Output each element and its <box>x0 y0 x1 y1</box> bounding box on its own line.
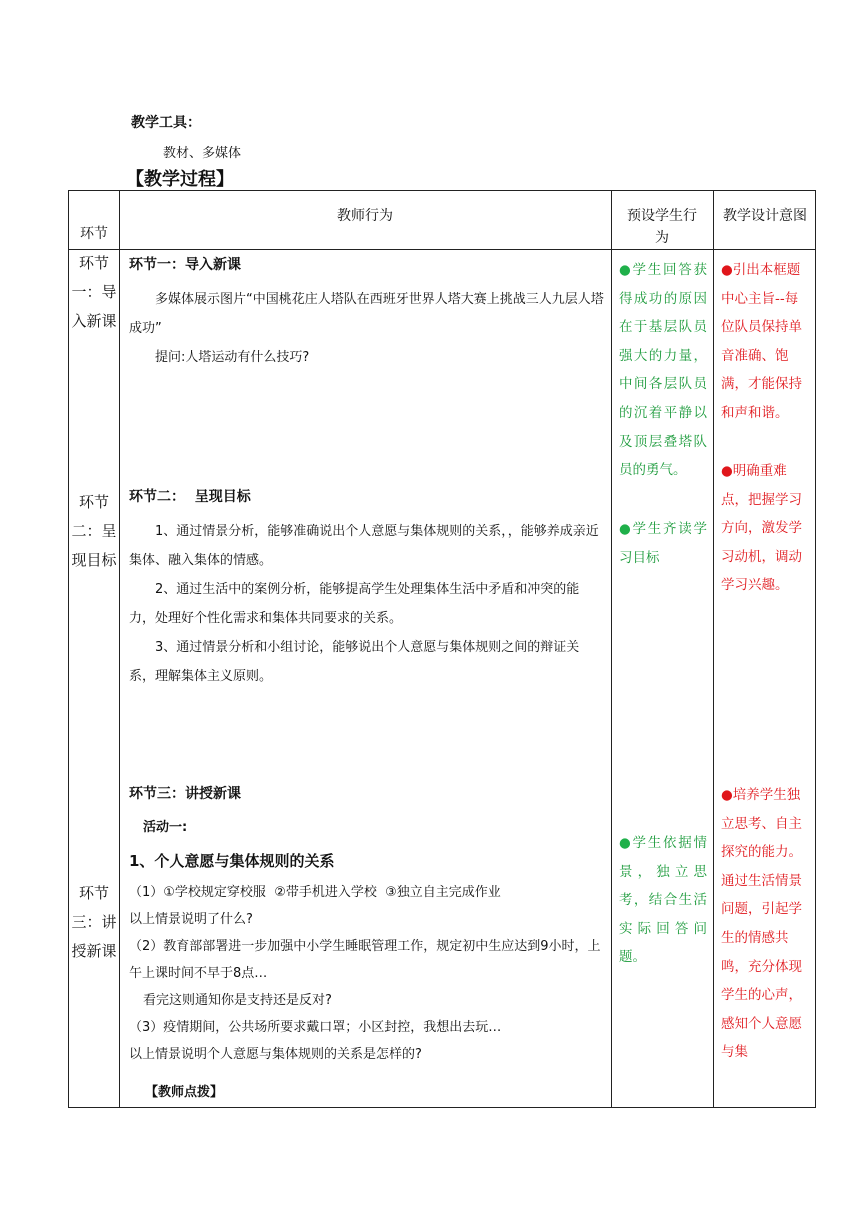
header-design: 教学设计意图 <box>723 208 807 224</box>
student-response-2 <box>619 515 707 572</box>
section3-heading: 1、个人意愿与集体规则的关系 <box>129 852 335 870</box>
stage-3-label: 环节三：讲授新课 <box>71 884 117 960</box>
process-title: 【教学过程】 <box>126 169 234 190</box>
student-response-2-text: 学生齐读学习目标 <box>619 521 708 566</box>
header-stage: 环节 <box>80 226 108 242</box>
section1-question: 提问:人塔运动有什么技巧? <box>155 350 310 365</box>
goal-3: 3、通过情景分析和小组讨论，能够说出个人意愿与集体规则之间的辩证关系，理解集体主义原则。 <box>129 640 580 684</box>
scenario-2-question: 看完这则通知你是支持还是反对? <box>143 993 332 1008</box>
green-bullet-icon: ● <box>619 521 633 537</box>
col-divider <box>611 191 612 1107</box>
teacher-tip-label: 【教师点拨】 <box>145 1085 224 1100</box>
design-intent-2 <box>721 457 807 600</box>
header-divider <box>69 249 815 250</box>
green-bullet-icon: ● <box>619 835 633 851</box>
tools-value: 教材、多媒体 <box>163 146 242 161</box>
student-response-1-text: 学生回答获得成功的原因在于基层队员强大的力量，中间各层队员的沉着平静以及顶层叠塔队员的勇气。 <box>619 262 708 479</box>
col-divider <box>713 191 714 1107</box>
student-response-1 <box>619 256 707 485</box>
section1-paragraph: 多媒体展示图片“中国桃花庄人塔队在西班牙世界人塔大赛上挑战三人九层人塔成功” <box>129 292 604 336</box>
stage-1-label: 环节一：导入新课 <box>71 254 117 330</box>
design-intent-2-text: 明确重难点，把握学习方向，激发学习动机，调动学习兴趣。 <box>721 463 802 594</box>
scenario-2: （2）教育部部署进一步加强中小学生睡眠管理工作，规定初中生应达到9小时，上午上课时间不早于8点… <box>129 939 601 981</box>
section2-title: 环节二： 呈现目标 <box>129 489 251 505</box>
green-bullet-icon: ● <box>619 262 633 278</box>
teaching-process-table <box>68 190 816 1108</box>
section1-title: 环节一：导入新课 <box>129 257 241 273</box>
scenario-1: （1）①学校规定穿校服 ②带手机进入学校 ③独立自主完成作业 <box>129 885 501 900</box>
red-bullet-icon: ● <box>721 787 733 803</box>
activity-label: 活动一: <box>143 820 188 835</box>
goal-2: 2、通过生活中的案例分析，能够提高学生处理集体生活中矛盾和冲突的能力，处理好个性化需求和集体共同要求的关系。 <box>129 582 580 626</box>
header-student: 预设学生行为 <box>627 208 697 246</box>
red-bullet-icon: ● <box>721 463 733 479</box>
red-bullet-icon: ● <box>721 262 733 278</box>
design-intent-1-text: 引出本框题中心主旨--每位队员保持单音准确、饱满，才能保持和声和谐。 <box>721 262 802 421</box>
tools-title: 教学工具： <box>131 115 201 131</box>
student-response-3-text: 学生依据情景，独立思考，结合生活实际回答问题。 <box>619 835 708 966</box>
scenario-3: （3）疫情期间，公共场所要求戴口罩；小区封控，我想出去玩… <box>129 1020 502 1035</box>
stage-2-label: 环节二：呈现目标 <box>71 493 117 569</box>
col-divider <box>119 191 120 1107</box>
design-intent-3-text: 培养学生独立思考、自主探究的能力。通过生活情景问题，引起学生的情感共鸣，充分体现学生的心声，感知个人意愿与集 <box>721 787 802 1061</box>
scenario-3-question: 以上情景说明个人意愿与集体规则的关系是怎样的? <box>129 1047 422 1062</box>
student-response-3 <box>619 829 707 972</box>
scenario-1-question: 以上情景说明了什么? <box>129 912 253 927</box>
design-intent-1 <box>721 256 807 428</box>
header-teacher: 教师行为 <box>337 208 393 224</box>
section3-title: 环节三：讲授新课 <box>129 786 241 802</box>
design-intent-3 <box>721 781 807 1067</box>
goal-1: 1、通过情景分析，能够准确说出个人意愿与集体规则的关系，，能够养成亲近集体、融入集体的情感。 <box>129 524 599 568</box>
